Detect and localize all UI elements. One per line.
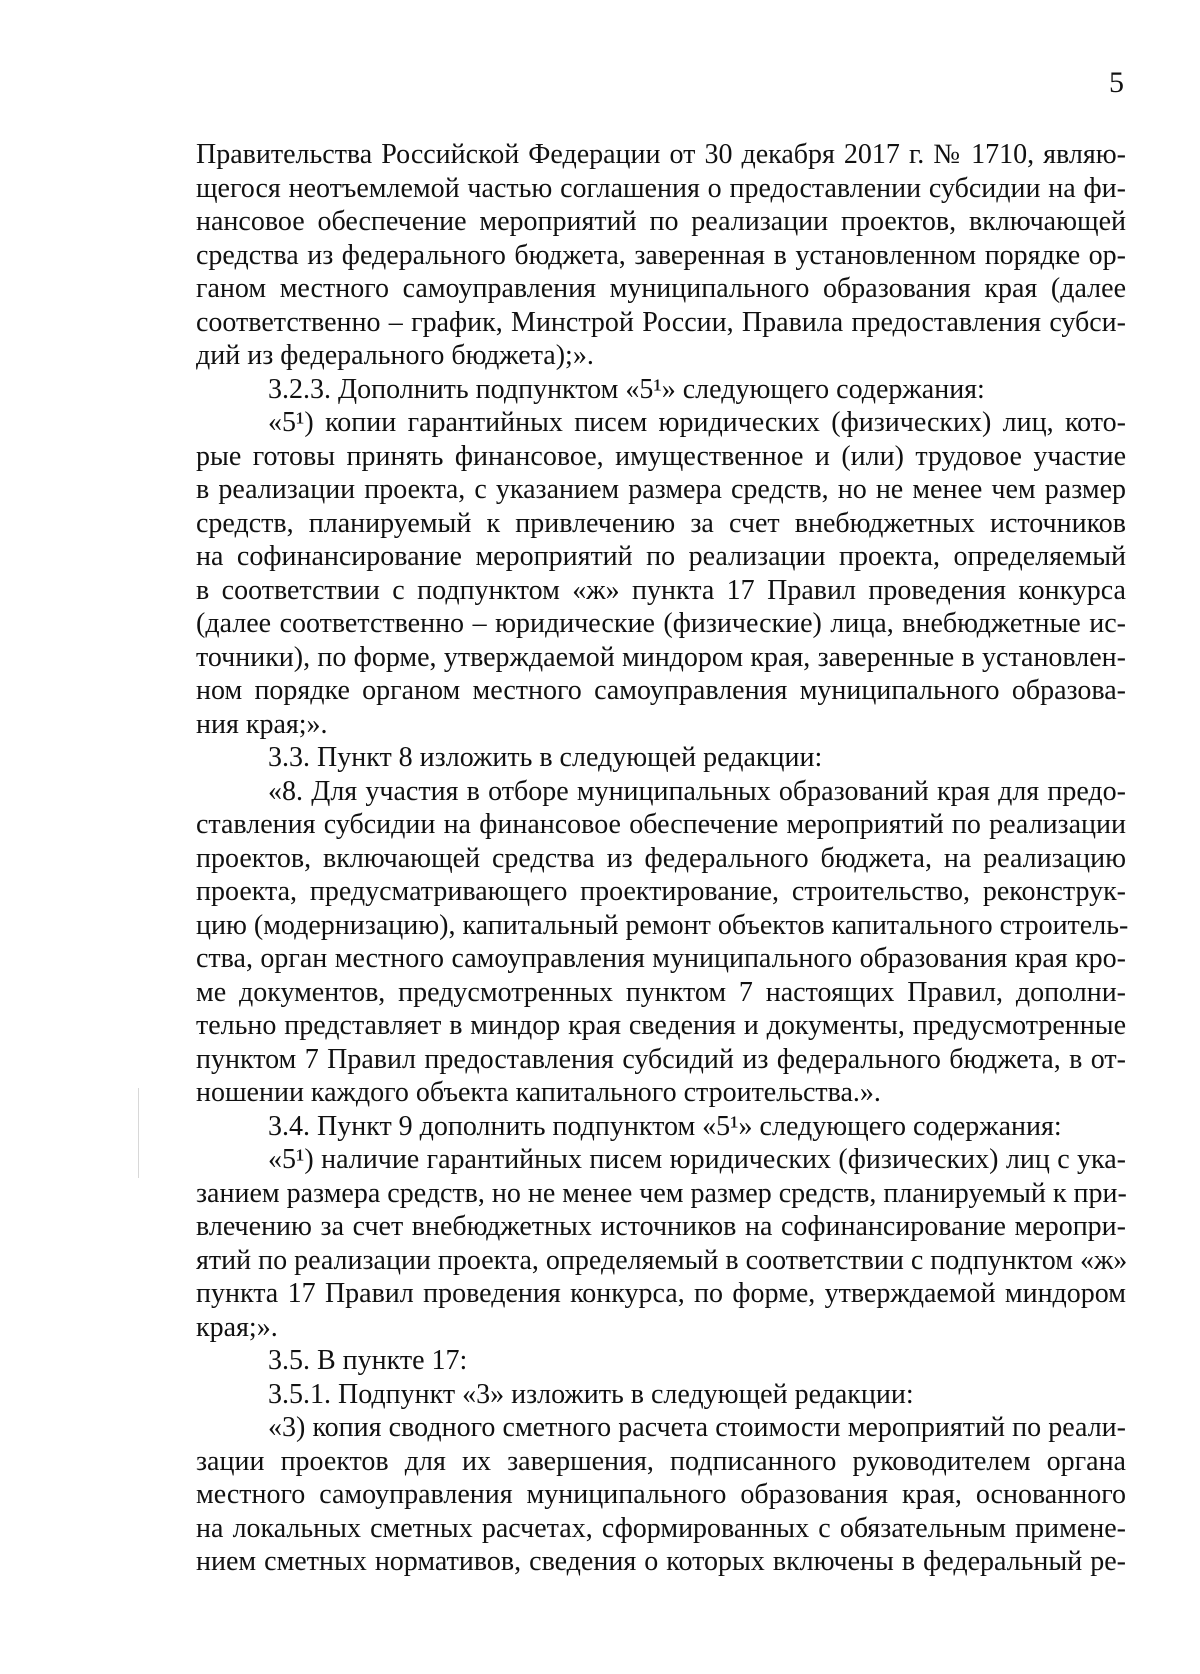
text-line: ме документов, предусмотренных пунктом 7 настоящих Правил, дополни-	[196, 976, 1126, 1008]
text-line: пунктом 7 Правил предоставления субсидий из федерального бюджета, в от-	[196, 1043, 1126, 1075]
text-line: (далее соответственно – юридические (физические) лица, внебюджетные ис-	[196, 608, 1126, 639]
text-line: тельно представляет в миндор края сведения и документы, предусмотренные	[196, 1010, 1126, 1041]
text-line: средств, планируемый к привлечению за счет внебюджетных источников	[196, 507, 1126, 539]
text-line: Правительства Российской Федерации от 30 декабря 2017 г. № 1710, являю-	[196, 139, 1126, 170]
text-line: цию (модернизацию), капитальный ремонт объектов капитального строитель-	[196, 909, 1129, 941]
text-line: на локальных сметных расчетах, сформированных с обязательным примене-	[196, 1512, 1126, 1544]
text-line: соответственно – график, Минстрой России, Правила предоставления субси-	[196, 306, 1126, 338]
text-line: «8. Для участия в отборе муниципальных образований края для предо-	[268, 775, 1126, 807]
text-line: «5¹) наличие гарантийных писем юридических (физических) лиц с ука-	[268, 1144, 1126, 1175]
text-line: средства из федерального бюджета, заверенная в установленном порядке ор-	[196, 239, 1126, 271]
text-line: 3.2.3. Дополнить подпунктом «5¹» следующего содержания:	[268, 373, 985, 405]
text-line: «3) копия сводного сметного расчета стоимости мероприятий по реали-	[268, 1412, 1126, 1443]
text-line: ставления субсидии на финансовое обеспечение мероприятий по реализации	[196, 809, 1126, 840]
text-line: ния края;».	[196, 708, 328, 740]
text-line: 3.5.1. Подпункт «3» изложить в следующей редакции:	[268, 1378, 914, 1410]
text-line: нием сметных нормативов, сведения о которых включены в федеральный ре-	[196, 1546, 1126, 1577]
text-line: дий из федерального бюджета);».	[196, 340, 594, 371]
text-line: занием размера средств, но не менее чем размер средств, планируемый к при-	[196, 1177, 1127, 1209]
text-line: 3.4. Пункт 9 дополнить подпунктом «5¹» следующего содержания:	[268, 1110, 1062, 1142]
page-number: 5	[1109, 66, 1124, 99]
text-line: ства, орган местного самоуправления муниципального образования края кро-	[196, 943, 1126, 974]
text-line: точники), по форме, утверждаемой миндором края, заверенные в установлен-	[196, 641, 1126, 673]
text-line: проекта, предусматривающего проектирование, строительство, реконструк-	[196, 876, 1126, 907]
text-line: проектов, включающей средства из федерального бюджета, на реализацию	[196, 842, 1126, 874]
text-line: нансовое обеспечение мероприятий по реализации проектов, включающей	[196, 206, 1126, 237]
text-line: в реализации проекта, с указанием размера средств, но не менее чем размер	[196, 474, 1126, 505]
text-line: в соответствии с подпунктом «ж» пункта 17 Правил проведения конкурса	[196, 574, 1126, 606]
margin-scan-mark	[138, 1088, 139, 1178]
text-line: «5¹) копии гарантийных писем юридических (физических) лиц, кото-	[268, 407, 1126, 438]
text-line: 3.5. В пункте 17:	[268, 1345, 468, 1376]
text-line: рые готовы принять финансовое, имущественное и (или) трудовое участие	[196, 440, 1126, 472]
text-line: ном порядке органом местного самоуправления муниципального образова-	[196, 675, 1126, 706]
text-line: местного самоуправления муниципального образования края, основанного	[196, 1479, 1126, 1510]
text-line: края;».	[196, 1311, 278, 1343]
text-line: щегося неотъемлемой частью соглашения о предоставлении субсидии на фи-	[196, 172, 1126, 204]
text-line: влечению за счет внебюджетных источников на софинансирование меропри-	[196, 1211, 1126, 1242]
text-line: на софинансирование мероприятий по реализации проекта, определяемый	[196, 541, 1126, 572]
text-line: 3.3. Пункт 8 изложить в следующей редакции:	[268, 742, 823, 773]
text-line: пункта 17 Правил проведения конкурса, по форме, утверждаемой миндором	[196, 1278, 1126, 1309]
text-line: ганом местного самоуправления муниципального образования края (далее	[196, 273, 1126, 304]
text-line: ношении каждого объекта капитального строительства.».	[196, 1077, 881, 1108]
text-line: зации проектов для их завершения, подписанного руководителем органа	[196, 1445, 1126, 1477]
text-line: ятий по реализации проекта, определяемый в соответствии с подпунктом «ж»	[196, 1244, 1128, 1276]
document-text	[196, 138, 1129, 1579]
